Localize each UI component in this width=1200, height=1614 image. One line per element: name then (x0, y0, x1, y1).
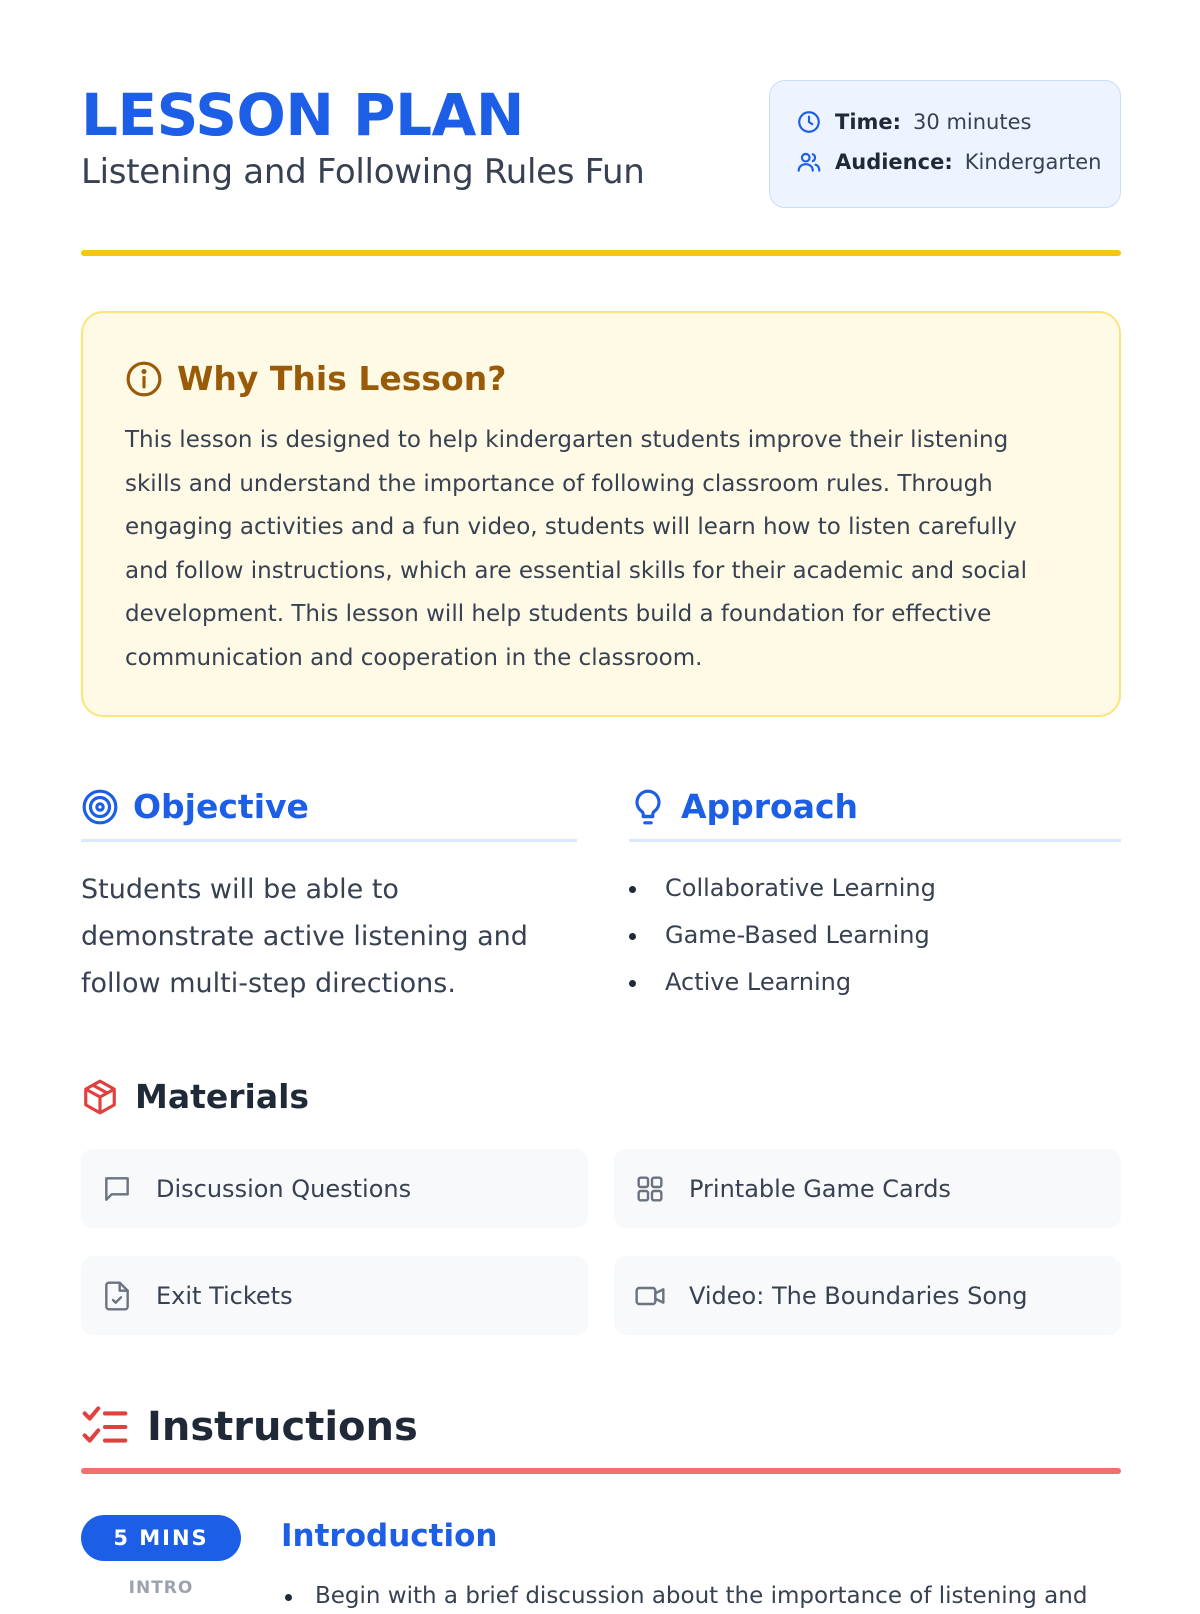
material-label: Printable Game Cards (689, 1174, 951, 1203)
material-exit-tickets (81, 1256, 588, 1335)
audience-label: Audience: (835, 150, 953, 174)
lightbulb-icon (629, 788, 667, 826)
lesson-meta-box (769, 80, 1121, 208)
material-label: Video: The Boundaries Song (689, 1281, 1028, 1310)
clock-icon (796, 109, 822, 135)
material-label: Discussion Questions (156, 1174, 412, 1203)
header-divider (81, 250, 1121, 256)
why-text: This lesson is designed to help kindergarten students improve their listening skills and understand the importance of following classroom rules. Through engaging activities and a fun video, students will learn how to listen carefully and follow instructions, which are essential skills for their academic and social development. This lesson will help students build a foundation for effective communication and cooperation in the classroom. (125, 427, 1027, 671)
time-row (796, 109, 1031, 135)
checked-document-icon (101, 1280, 133, 1312)
approach-item: Collaborative Learning (627, 865, 936, 912)
instructions-heading (81, 1404, 418, 1450)
info-icon (125, 360, 163, 398)
step-title: Introduction (281, 1518, 498, 1554)
approach-item: Active Learning (627, 959, 936, 1006)
audience-value: Kindergarten (964, 150, 1102, 174)
instructions-divider (81, 1468, 1121, 1474)
time-label: Time: (835, 110, 902, 134)
grid-icon (634, 1173, 666, 1205)
why-title: Why This Lesson? (177, 359, 507, 398)
users-icon (796, 149, 822, 175)
objective-title: Objective (133, 787, 309, 826)
material-label: Exit Tickets (156, 1281, 293, 1310)
approach-title: Approach (681, 787, 859, 826)
material-printable-game-cards (614, 1149, 1121, 1228)
objective-underline (81, 839, 577, 842)
target-icon (81, 788, 119, 826)
header (81, 80, 1121, 260)
checklist-icon (81, 1405, 129, 1449)
materials-heading (81, 1077, 309, 1116)
audience-row (796, 149, 1101, 175)
approach-heading (629, 787, 858, 826)
page-subtitle: Listening and Following Rules Fun (81, 152, 645, 192)
phase-label: INTRO (128, 1578, 194, 1598)
chat-icon (101, 1173, 133, 1205)
objective-heading (81, 787, 309, 826)
package-icon (81, 1078, 119, 1116)
approach-list (627, 865, 936, 1006)
material-video (614, 1256, 1121, 1335)
instructions-title: Instructions (147, 1404, 418, 1450)
step-bullet: Begin with a brief discussion about the importance of listening and (281, 1578, 1121, 1614)
page-title: LESSON PLAN (81, 81, 524, 149)
step-bullets (281, 1578, 1121, 1614)
approach-underline (629, 839, 1121, 842)
time-value: 30 minutes (913, 110, 1032, 134)
objective-text: Students will be able to demonstrate active listening and follow multi-step directions. (81, 874, 528, 999)
duration-pill: 5 MINS (81, 1515, 241, 1561)
approach-item: Game-Based Learning (627, 912, 936, 959)
why-this-lesson-box (81, 311, 1121, 717)
video-icon (634, 1280, 666, 1312)
why-heading (125, 359, 506, 398)
material-discussion-questions (81, 1149, 588, 1228)
materials-title: Materials (135, 1077, 310, 1116)
